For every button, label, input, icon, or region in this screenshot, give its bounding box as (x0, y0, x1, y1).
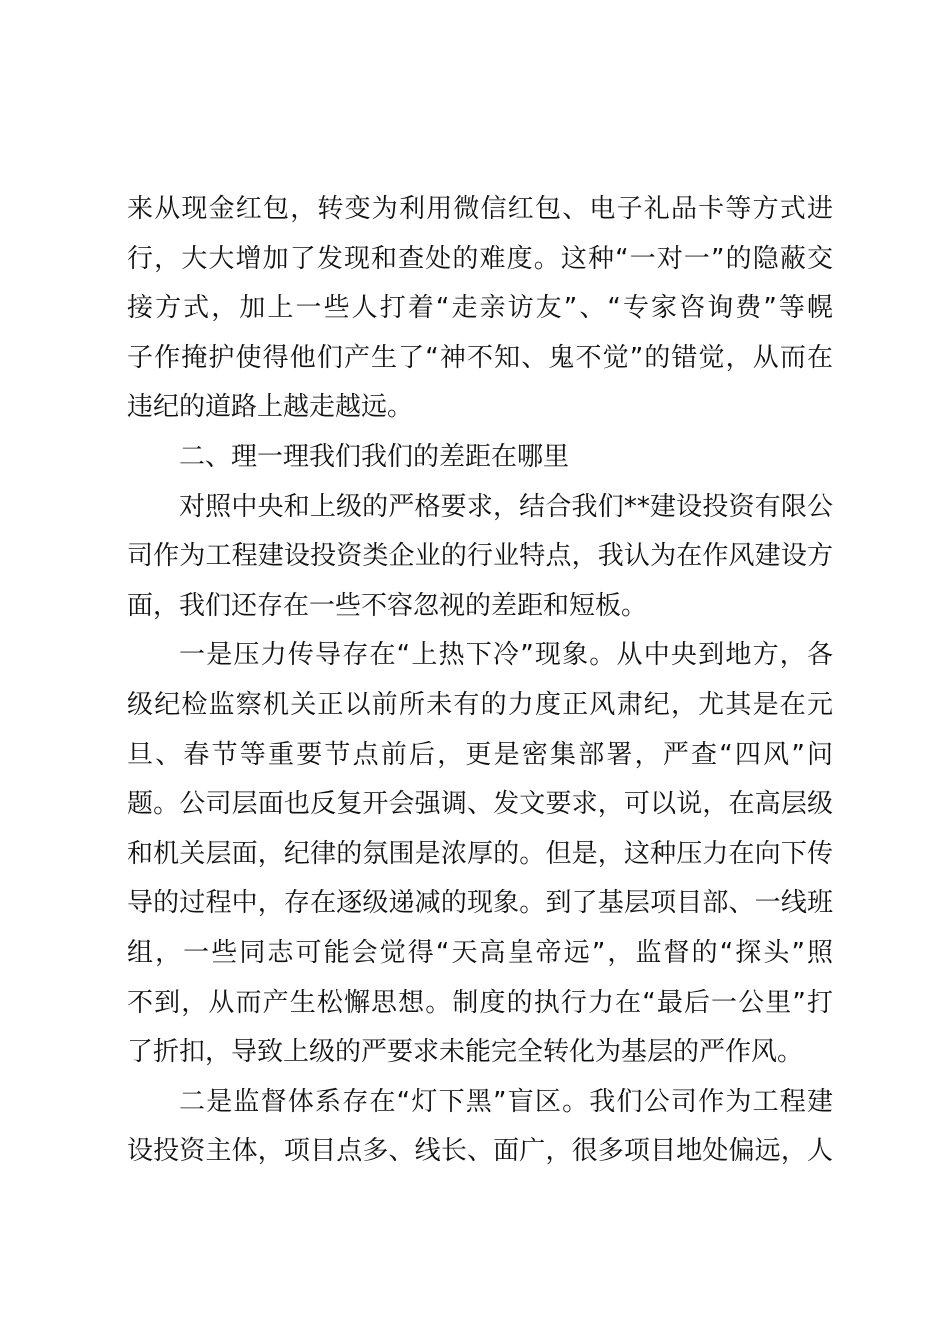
text-line: 二是监督体系存在“灯下黑”盲区。我们公司作为工程建 (179, 1086, 833, 1117)
text-line: 组，一些同志可能会觉得“天高皇帝远”，监督的“探头”照 (127, 937, 833, 968)
text-line: 接方式，加上一些人打着“走亲访友”、“专家咨询费”等幌 (127, 293, 833, 324)
text-line: 导的过程中，存在逐级递减的现象。到了基层项目部、一线班 (127, 888, 833, 919)
text-line: 司作为工程建设投资类企业的行业特点，我认为在作风建设方 (127, 541, 833, 572)
text-line: 对照中央和上级的严格要求，结合我们**建设投资有限公 (179, 491, 833, 522)
section-heading-text: 二、理一理我们我们的差距在哪里 (179, 441, 570, 472)
text-line: 来从现金红包，转变为利用微信红包、电子礼品卡等方式进 (127, 194, 833, 224)
text-line: 一是压力传导存在“上热下冷”现象。从中央到地方，各 (179, 640, 833, 671)
text-line: 子作掩护使得他们产生了“神不知、鬼不觉”的错觉，从而在 (127, 342, 833, 373)
document-body (127, 185, 833, 1177)
paragraph-point-two (127, 1078, 833, 1177)
text-line: 面，我们还存在一些不容忽视的差距和短板。 (127, 590, 648, 621)
section-heading (127, 433, 833, 483)
text-line: 违纪的道路上越走越远。 (127, 392, 414, 423)
text-line: 旦、春节等重要节点前后，更是密集部署，严查“四风”问 (127, 739, 833, 770)
text-line: 行，大大增加了发现和查处的难度。这种“一对一”的隐蔽交 (127, 243, 833, 274)
paragraph-continuation (127, 185, 833, 433)
text-line: 和机关层面，纪律的氛围是浓厚的。但是，这种压力在向下传 (127, 838, 833, 869)
text-line: 设投资主体，项目点多、线长、面广，很多项目地处偏远，人 (127, 1136, 833, 1167)
text-line: 了折扣，导致上级的严要求未能完全转化为基层的严作风。 (127, 1037, 804, 1068)
paragraph-gaps-intro (127, 483, 833, 632)
text-line: 题。公司层面也反复开会强调、发文要求，可以说，在高层级 (127, 789, 833, 820)
paragraph-point-one (127, 631, 833, 1077)
text-line: 不到，从而产生松懈思想。制度的执行力在“最后一公里”打 (127, 987, 833, 1018)
text-line: 级纪检监察机关正以前所未有的力度正风肃纪，尤其是在元 (127, 689, 833, 720)
